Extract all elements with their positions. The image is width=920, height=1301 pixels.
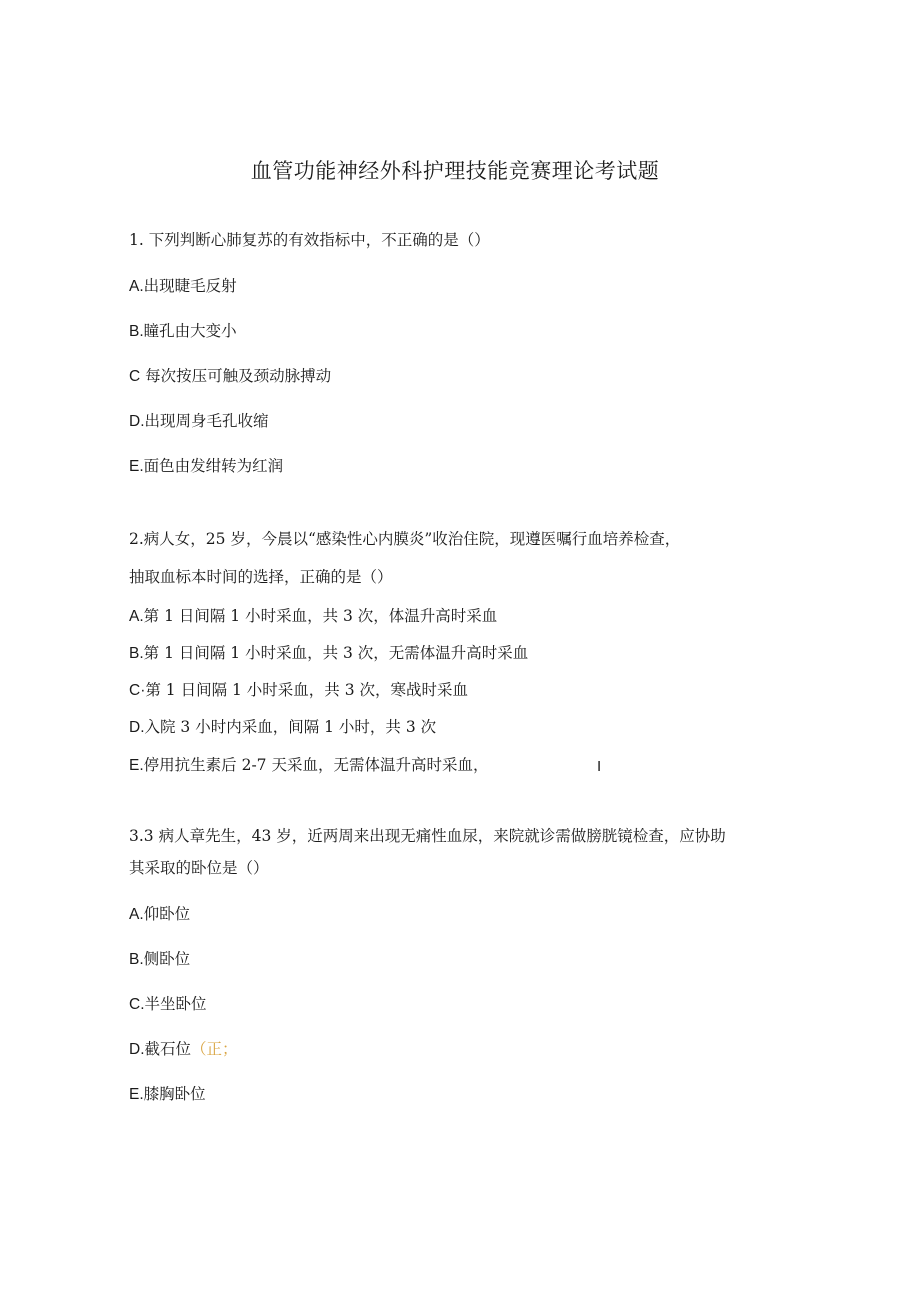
question-1-option-b: [129, 321, 237, 342]
question-2-option-d: [129, 717, 436, 738]
answer-note: （正；: [191, 1040, 238, 1058]
document-title: 血管功能神经外科护理技能竞赛理论考试题: [250, 159, 660, 183]
option-label: C.: [129, 996, 145, 1013]
question-2-option-e: [129, 755, 488, 776]
question-3-option-e: [129, 1084, 206, 1105]
question-3-stem-line-1: 3.3 病人章先生，43 岁，近两周来出现无痛性血尿，来院就诊需做膀胱镜检查，应协助: [129, 827, 726, 845]
option-text: 出现睫毛反射: [143, 277, 237, 295]
option-label: A.: [129, 906, 144, 923]
option-label: D.: [129, 1041, 145, 1058]
option-label: D.: [129, 413, 145, 430]
question-1-option-c: [129, 366, 331, 387]
option-text: 入院 3 小时内采血，间隔 1 小时，共 3 次: [144, 718, 437, 736]
option-text: 停用抗生素后 2-7 天采血，无需体温升高时采血，: [143, 756, 489, 774]
option-text: 膝胸卧位: [143, 1085, 206, 1103]
option-label: A.: [129, 608, 144, 625]
question-3-option-b: [129, 949, 190, 970]
question-2-option-a: [129, 606, 497, 627]
option-label: E.: [129, 1086, 144, 1103]
option-label: C·: [129, 682, 146, 699]
question-3-stem-line-2: 其采取的卧位是（）: [129, 859, 269, 877]
option-label: C: [129, 368, 141, 385]
question-1-option-a: [129, 276, 237, 297]
option-label: E.: [129, 458, 144, 475]
question-1-option-d: [129, 411, 269, 432]
option-text: 面色由发绀转为红润: [143, 457, 284, 475]
question-1-option-e: [129, 456, 283, 477]
option-label: E.: [129, 757, 144, 774]
question-2-option-c: [129, 680, 468, 701]
question-2-stem-line-1: 2.病人女，25 岁，今晨以“感染性心内膜炎”收治住院，现遵医嘱行血培养检查，: [129, 530, 681, 548]
option-label: D.: [129, 719, 145, 736]
question-3-option-d: [129, 1039, 238, 1060]
question-3-option-a: [129, 904, 190, 925]
option-text: 出现周身毛孔收缩: [144, 412, 269, 430]
option-text: 瞳孔由大变小: [143, 322, 237, 340]
option-text: 每次按压可触及颈动脉搏动: [145, 367, 332, 385]
stray-mark: I: [597, 758, 602, 775]
option-text: 半坐卧位: [144, 995, 207, 1013]
question-3-option-c: [129, 994, 207, 1015]
option-text: 第 1 日间隔 1 小时采血，共 3 次，体温升高时采血: [143, 607, 498, 625]
question-2-option-b: [129, 643, 528, 664]
question-1-stem: 1. 下列判断心肺复苏的有效指标中，不正确的是（）: [129, 231, 490, 249]
question-2-stem-line-2: 抽取血标本时间的选择，正确的是（）: [129, 568, 393, 586]
option-text: 仰卧位: [143, 905, 191, 923]
option-text: 侧卧位: [143, 950, 191, 968]
option-text: 第 1 日间隔 1 小时采血，共 3 次，寒战时采血: [145, 681, 469, 699]
option-text: 第 1 日间隔 1 小时采血，共 3 次，无需体温升高时采血: [143, 644, 529, 662]
option-label: A.: [129, 278, 144, 295]
option-label: B.: [129, 323, 144, 340]
option-label: B.: [129, 951, 144, 968]
option-text: 截石位: [144, 1040, 192, 1058]
option-label: B.: [129, 645, 144, 662]
